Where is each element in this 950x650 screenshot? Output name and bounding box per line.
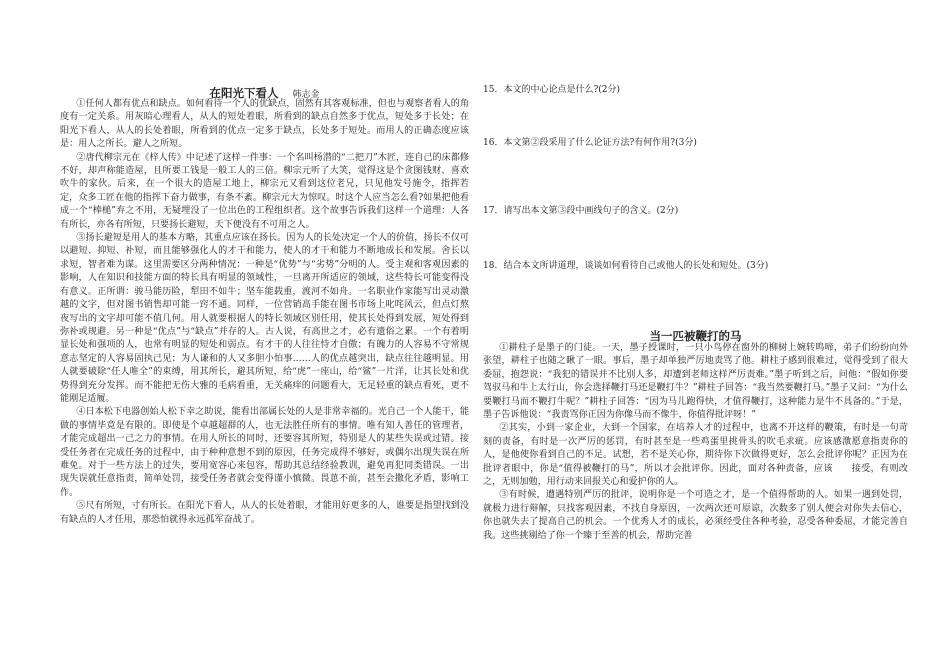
question-18: 18．结合本文所讲道理，谈谈如何看待自己或他人的长处和短处。(3分) [483,261,769,271]
passage-1-paragraph-1: ①任何人都有优点和缺点。如何看待一个人的优缺点，固然有其客观标准，但也与观察者看人的角度有一定关系。用灰暗心理看人，从人的短处着眼，所看到的缺点自然多于优点，短处多于长处；在阳光下看人，从人的长处着眼，所看到的优点一定多于缺点，长处多于短处。而用人的正确态度应该是：用人之所长。避人之所短。 [60,99,469,150]
passage-1-paragraph-2: ②唐代柳宗元在《梓人传》中记述了这样一件事：一个名叫杨潜的“二把刀”木匠，连自己的床都修不好，却声称能造屋，且所要工钱是一般工人的三倍。柳宗元听了大笑，觉得这是个贪图钱财、喜欢吹牛的家伙。后来，在一个很大的造屋工地上，柳宗元又看到这位老兄，只见他发号施令，指挥若定，众多工匠在他的指挥下奋力做事，有条不紊。柳宗元大为惊叹。时这个人应当怎么看?如果把他看成一个“棒槌”弃之不用，无疑埋没了一位出色的工程组织者。这个故事告诉我们这样一个道理：人各有所长，亦各有所短，只要扬长避短，天下便没有不可用之人。 [60,152,469,230]
passage-2-paragraph-3: ③有时候，遭遇特别严厉的批评，说明你是一个可造之才，是一个值得帮助的人。如果一遇到处罚，就极力进行辩解，只找客观因素，不找自身原因，一次两次还可原谅，次数多了别人便会对你失去信心，你也就失去了提高自己的机会。一个优秀人才的成长，必须经受住各种考验，忍受各种委屈，才能完善自我。这些挑剔给了你一个臻于至善的机会，帮助完善 [483,490,908,541]
passage-1-paragraph-5: ⑤尺有所短，寸有所长。在阳光下看人，从人的长处着眼，才能用好更多的人，谁要是指望找到没有缺点的人才任用，那恐怕就得永远孤军奋战了。 [60,501,469,525]
passage-2-paragraph-1: ①耕柱子是墨子的门徒。一天，墨子授课时，一只小鸟停在窗外的柳树上婉转鸣啼，弟子们纷纷向外张望，耕柱子也随之瞅了一眼。事后，墨子却单独严厉地责骂了他。耕柱子感到很难过，觉得受到了很大委屈，抱怨说：“我犯的错误并不比别人多，却遭到老师这样严厉责难。”墨子听到之后，问他：“假如你要驾驭马和牛上太行山，你会选择鞭打马还是鞭打牛？”耕柱子回答：“我当然要鞭打马。”墨子又问：“为什么要鞭打马而不鞭打牛呢？”耕柱子回答：“因为马儿跑得快，才值得鞭打，这种能力是牛不具备的。”于是，墨子告诉他说：“我责骂你正因为你像马而不像牛，你值得批评呀！” [483,343,908,421]
passage-1-heading [60,82,469,100]
passage-2-paragraph-2: ②其实，小到一家企业，大到一个国家，在培养人才的过程中，也离不开这样的鞭策，有时是一句苛刻的责备，有时是一次严厉的惩罚，有时甚至是一些鸡蛋里挑骨头的吹毛求疵。应该感激愿意指责你的人，是他使你看到自己的不足。试想，若不是关心你，期待你下次做得更好，怎么会批评你呢？正因为在批评者眼中，你是“值得被鞭打的马”，所以才会批评你。因此，面对各种责备，应该 接受，有则改之，无则加勉，用行动来回报关心和爱护你的人。 [483,423,908,488]
passage-1-author: 韩志金 [292,90,320,100]
passage-2 [483,325,908,543]
question-16: 16．本文第②段采用了什么论证方法?有何作用?(3分) [483,138,697,148]
passage-2-title: 当一匹被鞭打的马 [649,329,742,343]
passage-1-paragraph-4: ④日本松下电器创始人松下幸之助说，能看出部属长处的人是非常幸福的。光自己一个人能干，能做的事情毕竟是有限的。即使是个卓越超群的人，也无法胜任所有的事情。唯有知人善任的管理者，才能完成超出一己之力的事情。在用人所长的同时，还要容其所短，特别是人的某些失误或过错。接受任务者在完成任务的过程中，由于种种意想不到的原因，任务完成得不够好，或偶尔出现失误在所难免。对于一些方法上的过失，要用宽容心来包容，帮助其总结经验教训，避免再犯同类错误。一出现失误就任意指责，简单处罚，接受任务者就会变得谨小慎微。畏葸不前，甚至会撒化矛盾，影响工作。 [60,407,469,498]
question-17: 17．请写出本文第③段中画线句子的含义。(2分) [483,206,679,216]
question-15: 15．本文的中心论点是什么?(2分) [483,85,621,95]
passage-2-heading [483,325,908,343]
passage-1 [60,74,469,527]
passage-1-paragraph-3: ③扬长避短是用人的基本方略，其重点应该在扬长。因为人的长处决定一个人的价值，扬长不仅可以避短、抑短、补短，而且能够强化人的才干和能力，使人的才干和能力不断地成长和发展。舍长以求短，智者难为谋。这里需要区分两种情况：一种是“优势”与“劣势”分明的人。受主观和客观因素的影响，人在知识和技能方面的特长具有明显的领域性，一旦离开所适应的领域，这些特长可能变得没有意义。正所谓：骏马能历险，犁田不如牛；坚车能载重，渡河不如舟。一名职业作家能写出灵动激越的文字，但对图书销售却可能一窍不通。同样，一位营销高手能在图书市场上叱咤风云，但点灯熬夜写出的文字却可能不值几何。用人就要根据人的特长领域区别任用，使其长处得到发展，短处得到弥补或规避。另一种是“优点”与“缺点”并存的人。古人说，有高世之才，必有遗俗之累。一个有着明显长处和强项的人，也常有明显的短处和弱点。有才干的人往往恃才自傲；有魄力的人容易不守常规意志坚定的人容易固执己见；为人谦和的人又多胆小怕事……人的优点越突出，缺点往往越明显。用人就要破除“任人唯全”的束缚，用其所长，避其所短，给“虎”一座山，给“鲨”一片洋，让其长处和优势得到充分发挥。而不能把无伤大雅的毛病看重，无关痛痒的问题看大，无足轻重的缺点看死，更不能刚足适履。 [60,233,469,404]
passage-1-title: 在阳光下看人 [209,86,279,100]
